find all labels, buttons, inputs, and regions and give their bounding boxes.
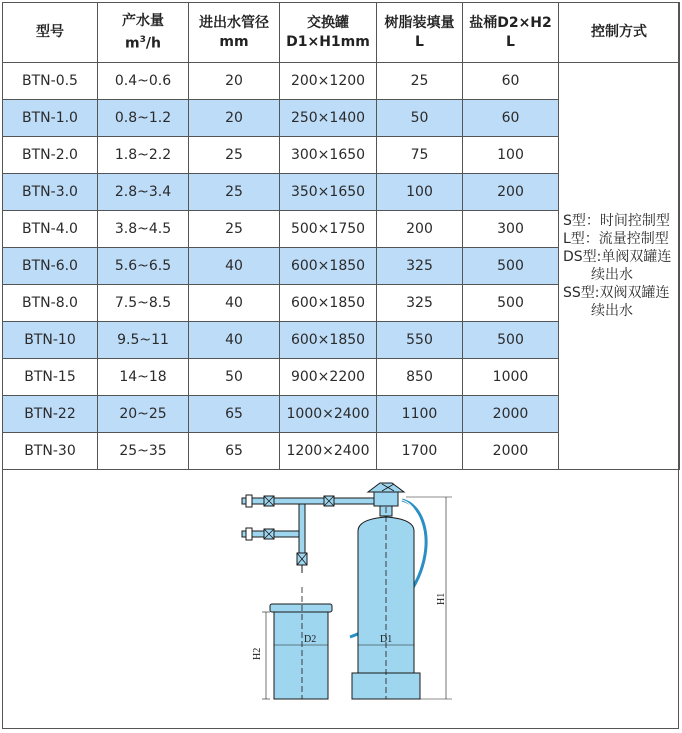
cell-tank: 300×1650 (280, 137, 377, 174)
cell-model: BTN-30 (3, 433, 98, 470)
cell-model: BTN-0.5 (3, 63, 98, 100)
cell-brine: 100 (463, 137, 559, 174)
cell-resin: 100 (377, 174, 463, 211)
cell-resin: 25 (377, 63, 463, 100)
cell-tank: 350×1650 (280, 174, 377, 211)
cell-flow: 14~18 (98, 359, 189, 396)
cell-brine: 500 (463, 248, 559, 285)
cell-resin: 75 (377, 137, 463, 174)
cell-tank: 600×1850 (280, 322, 377, 359)
cell-flow: 0.8~1.2 (98, 100, 189, 137)
cell-flow: 2.8~3.4 (98, 174, 189, 211)
page-frame (2, 2, 679, 729)
cell-model: BTN-8.0 (3, 285, 98, 322)
cell-tank: 200×1200 (280, 63, 377, 100)
header-resin: 树脂装填量 L (377, 3, 463, 63)
cell-brine: 500 (463, 322, 559, 359)
cell-flow: 0.4~0.6 (98, 63, 189, 100)
header-model: 型号 (3, 3, 98, 63)
cell-pipe: 25 (189, 211, 280, 248)
cell-tank: 600×1850 (280, 285, 377, 322)
label-d2: D2 (304, 634, 317, 645)
cell-tank: 500×1750 (280, 211, 377, 248)
cell-brine: 300 (463, 211, 559, 248)
cell-pipe: 50 (189, 359, 280, 396)
cell-tank: 1000×2400 (280, 396, 377, 433)
cell-flow: 7.5~8.5 (98, 285, 189, 322)
control-mode-item: DS型:单阀双罐连续出水 (563, 249, 672, 283)
cell-tank: 250×1400 (280, 100, 377, 137)
cell-brine: 2000 (463, 433, 559, 470)
cell-resin: 850 (377, 359, 463, 396)
label-h2: H2 (252, 647, 263, 660)
cell-resin: 1100 (377, 396, 463, 433)
cell-pipe: 40 (189, 285, 280, 322)
cell-resin: 200 (377, 211, 463, 248)
header-brine: 盐桶D2×H2 L (463, 3, 559, 63)
cell-pipe: 25 (189, 174, 280, 211)
cell-resin: 50 (377, 100, 463, 137)
cell-resin: 1700 (377, 433, 463, 470)
cell-flow: 9.5~11 (98, 322, 189, 359)
cell-brine: 60 (463, 100, 559, 137)
header-pipe: 进出水管径 mm (189, 3, 280, 63)
cell-brine: 60 (463, 63, 559, 100)
header-control: 控制方式 (559, 3, 680, 63)
cell-flow: 3.8~4.5 (98, 211, 189, 248)
cell-tank: 900×2200 (280, 359, 377, 396)
cell-model: BTN-4.0 (3, 211, 98, 248)
cell-pipe: 65 (189, 396, 280, 433)
cell-pipe: 25 (189, 137, 280, 174)
cell-resin: 325 (377, 285, 463, 322)
cell-pipe: 40 (189, 248, 280, 285)
cell-flow: 25~35 (98, 433, 189, 470)
cell-model: BTN-15 (3, 359, 98, 396)
cell-tank: 600×1850 (280, 248, 377, 285)
cell-model: BTN-3.0 (3, 174, 98, 211)
cell-brine: 500 (463, 285, 559, 322)
header-tank: 交换罐 D1×H1mm (280, 3, 377, 63)
label-d1: D1 (380, 634, 393, 645)
label-h1: H1 (436, 592, 447, 605)
cell-brine: 1000 (463, 359, 559, 396)
cell-flow: 5.6~6.5 (98, 248, 189, 285)
cell-model: BTN-2.0 (3, 137, 98, 174)
cell-pipe: 40 (189, 322, 280, 359)
cell-flow: 1.8~2.2 (98, 137, 189, 174)
cell-model: BTN-6.0 (3, 248, 98, 285)
cell-pipe: 20 (189, 63, 280, 100)
header-flow: 产水量 $m^3/h$ (98, 3, 189, 63)
cell-brine: 200 (463, 174, 559, 211)
cell-model: BTN-1.0 (3, 100, 98, 137)
control-mode-item: S型：时间控制型 (563, 213, 670, 229)
cell-tank: 1200×2400 (280, 433, 377, 470)
cell-pipe: 65 (189, 433, 280, 470)
cell-pipe: 20 (189, 100, 280, 137)
control-mode-item: SS型:双阀双罐连续出水 (563, 285, 670, 319)
cell-flow: 20~25 (98, 396, 189, 433)
cell-brine: 2000 (463, 396, 559, 433)
control-mode-item: L型：流量控制型 (563, 231, 669, 247)
cell-model: BTN-22 (3, 396, 98, 433)
cell-model: BTN-10 (3, 322, 98, 359)
cell-resin: 550 (377, 322, 463, 359)
cell-resin: 325 (377, 248, 463, 285)
